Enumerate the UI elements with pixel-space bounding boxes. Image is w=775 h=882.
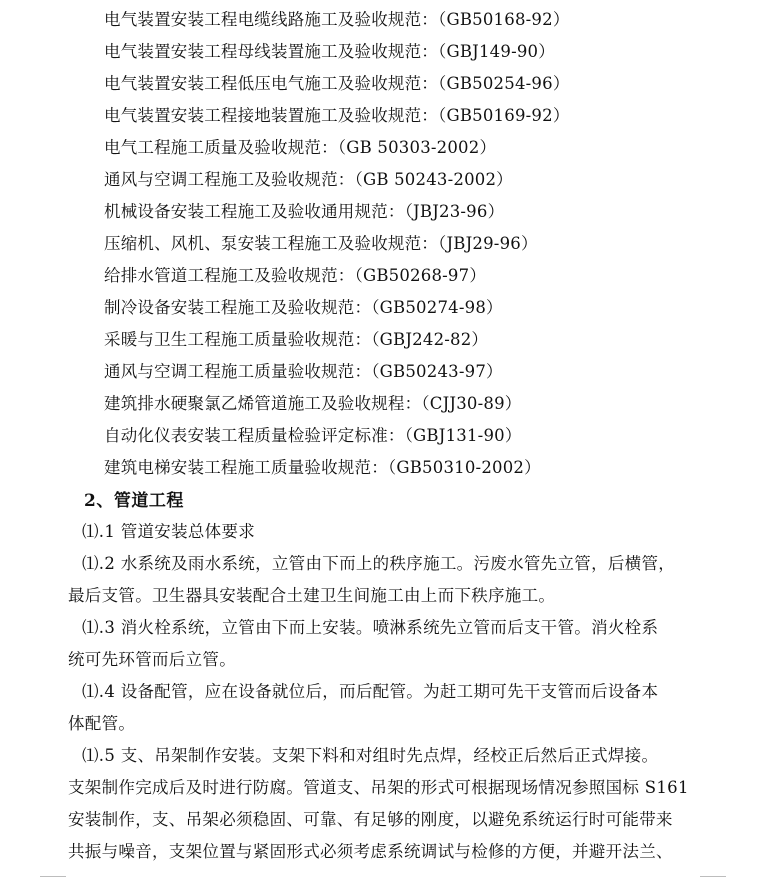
standard-item: 压缩机、风机、泵安装工程施工及验收规范：（JBJ29-96） (104, 234, 538, 253)
paragraph-line: 安装制作，支、吊架必须稳固、可靠、有足够的刚度，以避免系统运行时可能带来 (68, 810, 673, 829)
standard-item: 电气工程施工质量及验收规范：（GB 50303-2002） (104, 138, 497, 157)
paragraph-line: 统可先环管而后立管。 (68, 650, 236, 669)
paragraph-1-5 (68, 740, 708, 868)
paragraph-1-3 (68, 612, 708, 676)
standard-item: 电气装置安装工程母线装置施工及验收规范：（GBJ149-90） (104, 42, 555, 61)
standard-item: 通风与空调工程施工质量验收规范：（GB50243-97） (104, 362, 503, 381)
standard-item: 通风与空调工程施工及验收规范：（GB 50243-2002） (104, 170, 513, 189)
standard-item: 电气装置安装工程低压电气施工及验收规范：（GB50254-96） (104, 74, 570, 93)
paragraph-line: ⑴.3 消火栓系统，立管由下而上安装。喷淋系统先立管而后支干管。消火栓系 (82, 618, 659, 637)
standards-list (104, 6, 744, 486)
standard-item: 给排水管道工程施工及验收规范：（GB50268-97） (104, 266, 487, 285)
standard-item: 建筑电梯安装工程施工质量验收规范：（GB50310-2002） (104, 458, 541, 477)
paragraph-1-4 (68, 676, 708, 740)
page-corner-mark-left (40, 876, 66, 877)
standard-item: 机械设备安装工程施工及验收通用规范：（JBJ23-96） (104, 202, 505, 221)
paragraph-line: ⑴.5 支、吊架制作安装。支架下料和对组时先点焊，经校正后然后正式焊接。 (82, 746, 659, 765)
standard-item: 电气装置安装工程接地装置施工及验收规范：（GB50169-92） (104, 106, 570, 125)
page-corner-mark-right (700, 876, 726, 877)
standard-item: 建筑排水硬聚氯乙烯管道施工及验收规程：（CJJ30-89） (104, 394, 522, 413)
paragraph-line: ⑴.2 水系统及雨水系统，立管由下而上的秩序施工。污废水管先立管，后横管， (82, 554, 676, 573)
paragraph-line: ⑴.1 管道安装总体要求 (82, 522, 256, 541)
paragraph-line: 体配管。 (68, 714, 136, 733)
standard-item: 电气装置安装工程电缆线路施工及验收规范：（GB50168-92） (104, 10, 570, 29)
standard-item: 采暖与卫生工程施工质量验收规范：（GBJ242-82） (104, 330, 489, 349)
paragraph-line: ⑴.4 设备配管，应在设备就位后，而后配管。为赶工期可先干支管而后设备本 (82, 682, 659, 701)
paragraph-1-1 (68, 516, 708, 548)
section-heading: 2、管道工程 (84, 491, 184, 511)
standard-item: 自动化仪表安装工程质量检验评定标准：（GBJ131-90） (104, 426, 522, 445)
paragraph-line: 共振与噪音，支架位置与紧固形式必须考虑系统调试与检修的方便，并避开法兰、 (68, 842, 673, 861)
paragraph-line: 支架制作完成后及时进行防腐。管道支、吊架的形式可根据现场情况参照国标 S161 (68, 778, 689, 797)
paragraph-1-2 (68, 548, 708, 612)
paragraph-line: 最后支管。卫生器具安装配合土建卫生间施工由上而下秩序施工。 (68, 586, 556, 605)
standard-item: 制冷设备安装工程施工及验收规范：（GB50274-98） (104, 298, 503, 317)
